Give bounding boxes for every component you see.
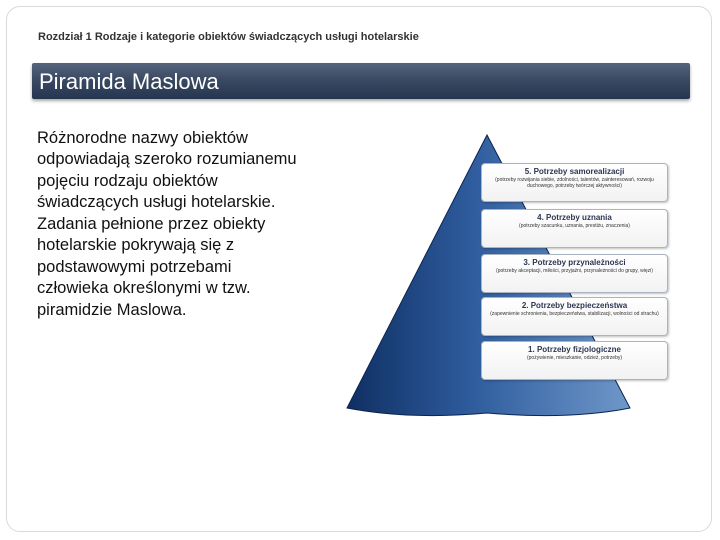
level-1-description: (pożywienie, mieszkanie, odzież, potrzeby) [526, 355, 623, 361]
pyramid-level-1 [481, 341, 668, 380]
level-5-description: (potrzeby rozwijania siebie, zdolności, talentów, zainteresowań, rozwoju duchowego, potrzeby twórczej aktywności) [495, 177, 654, 190]
level-2-description: (zapewnienie schronienia, bezpieczeństwa, stabilizacji, wolności od strachu) [490, 311, 659, 317]
body-text [37, 128, 297, 321]
chapter-header: Rozdział 1 Rodzaje i kategorie obiektów świadczących usługi hotelarskie [38, 31, 419, 43]
slide-title: Piramida Maslowa [39, 69, 219, 94]
level-3-description: (potrzeby akceptacji, miłości, przyjaźni, przynależności do grupy, więzi) [496, 268, 653, 274]
level-4-description: (potrzeby szacunku, uznania, prestiżu, znaczenia) [519, 223, 630, 229]
level-4-title: 4. Potrzeby uznania [537, 213, 612, 222]
level-1-title: 1. Potrzeby fizjologiczne [528, 345, 621, 354]
paragraph-2: Zadania pełnione przez obiekty hotelarskie pokrywają się z podstawowymi potrzebami człowieka określonymi w tzw. piramidzie Maslowa. [37, 214, 266, 319]
pyramid-level-4 [481, 209, 668, 248]
level-3-title: 3. Potrzeby przynależności [523, 258, 626, 267]
maslow-pyramid [340, 130, 680, 420]
paragraph-1: Różnorodne nazwy obiektów odpowiadają szeroko rozumianemu pojęciu rodzaju obiektów świadczących usługi hotelarskie. [37, 129, 297, 212]
pyramid-level-5 [481, 163, 668, 202]
pyramid-level-3 [481, 254, 668, 293]
level-2-title: 2. Potrzeby bezpieczeństwa [521, 301, 628, 310]
title-bar [32, 63, 690, 99]
pyramid-level-2 [481, 297, 668, 336]
level-5-title: 5. Potrzeby samorealizacji [524, 167, 625, 176]
